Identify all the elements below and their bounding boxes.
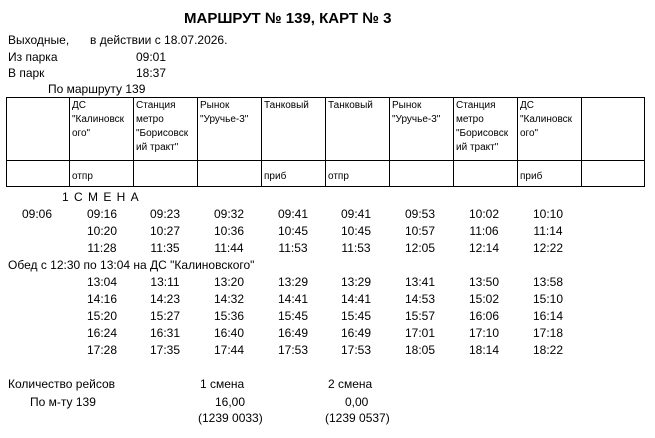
time-cell: 13:20 — [213, 275, 245, 289]
time-cell: 17:10 — [468, 326, 500, 340]
time-cell: 11:06 — [469, 224, 499, 238]
stop-name-line: "Борисовск — [136, 128, 189, 139]
mark-cell — [198, 161, 262, 187]
time-cell: 18:14 — [468, 343, 500, 357]
time-cell: 15:57 — [404, 309, 436, 323]
time-cell: 13:11 — [150, 275, 180, 289]
out-label: Из парка — [8, 50, 58, 64]
stop-name-line: ДС — [72, 100, 86, 111]
time-cell: 09:41 — [340, 207, 372, 221]
time-cell: 09:23 — [149, 207, 181, 221]
mark-label: приб — [264, 171, 287, 182]
time-cell: 16:24 — [86, 326, 118, 340]
time-cell: 11:35 — [150, 241, 180, 255]
time-cell: 14:16 — [86, 292, 118, 306]
mark-label — [134, 183, 197, 186]
mark-cell — [70, 161, 134, 187]
mark-label: приб — [520, 171, 543, 182]
stop-header — [454, 98, 518, 161]
time-cell: 17:01 — [404, 326, 436, 340]
time-cell: 11:53 — [341, 241, 371, 255]
stop-name-line: ий тракт" — [456, 142, 499, 153]
empty-header-cell — [7, 98, 70, 161]
stop-name-line: Рынок — [200, 100, 230, 111]
stop-name-line: Танковый — [328, 100, 373, 111]
stop-header — [262, 98, 326, 161]
time-cell: 10:02 — [468, 207, 500, 221]
time-cell: 15:20 — [86, 309, 118, 323]
summary-route: По м-ту 139 — [30, 395, 96, 409]
time-cell: 16:49 — [340, 326, 372, 340]
time-cell: 10:27 — [149, 224, 181, 238]
time-cell: 09:41 — [277, 207, 309, 221]
time-cell: 14:23 — [149, 292, 181, 306]
stop-name-line: "Борисовск — [456, 128, 509, 139]
stop-name-line: метро — [136, 114, 164, 125]
shift2-value: 0,00 — [345, 395, 369, 409]
time-cell: 14:53 — [404, 292, 436, 306]
empty-mark-cell — [582, 161, 645, 187]
time-cell: 16:40 — [213, 326, 245, 340]
mark-label — [390, 183, 453, 186]
mark-cell — [518, 161, 582, 187]
valid-from: в действии с 18.07.2026. — [90, 33, 228, 47]
stop-name-line: ого" — [520, 128, 539, 139]
first-depart-time: 09:06 — [22, 207, 53, 221]
mark-cell — [134, 161, 198, 187]
stop-name-line: "Калиновск — [520, 114, 573, 125]
time-cell: 11:44 — [214, 241, 244, 255]
time-cell: 13:29 — [277, 275, 309, 289]
stop-name-line: метро — [456, 114, 484, 125]
out-time: 09:01 — [136, 50, 167, 64]
time-cell: 17:53 — [340, 343, 372, 357]
stop-header — [198, 98, 262, 161]
time-cell: 14:32 — [213, 292, 245, 306]
time-cell: 09:32 — [213, 207, 245, 221]
time-cell: 14:41 — [340, 292, 372, 306]
time-cell: 12:22 — [532, 241, 564, 255]
time-cell: 16:14 — [532, 309, 564, 323]
time-cell: 13:41 — [404, 275, 436, 289]
stop-name-line: Станция — [136, 100, 176, 111]
empty-header-cell — [582, 98, 645, 161]
time-cell: 15:27 — [149, 309, 181, 323]
mark-label: отпр — [72, 171, 93, 182]
time-cell: 15:02 — [468, 292, 500, 306]
shift1-value: 16,00 — [215, 395, 246, 409]
mark-label: отпр — [328, 171, 349, 182]
shift1-code: (1239 0033) — [198, 411, 263, 425]
mark-label — [454, 183, 517, 186]
time-cell: 10:10 — [532, 207, 564, 221]
time-cell: 13:50 — [468, 275, 500, 289]
time-cell: 15:45 — [277, 309, 309, 323]
empty-mark-cell — [7, 161, 70, 187]
time-cell: 14:41 — [277, 292, 309, 306]
time-cell: 13:58 — [532, 275, 564, 289]
time-cell: 09:53 — [404, 207, 436, 221]
time-cell: 16:06 — [468, 309, 500, 323]
time-cell: 17:35 — [149, 343, 181, 357]
stop-name-line: ДС — [520, 100, 534, 111]
route-label: По маршруту 139 — [48, 82, 146, 96]
stop-header — [518, 98, 582, 161]
time-cell: 13:04 — [86, 275, 118, 289]
time-cell: 10:45 — [277, 224, 309, 238]
time-cell: 11:53 — [278, 241, 308, 255]
summary-label: Количество рейсов — [8, 377, 116, 391]
time-cell: 17:53 — [277, 343, 309, 357]
time-cell: 18:05 — [404, 343, 436, 357]
time-cell: 10:36 — [213, 224, 245, 238]
stop-name-line: Станция — [456, 100, 496, 111]
time-cell: 15:45 — [340, 309, 372, 323]
in-label: В парк — [8, 66, 45, 80]
time-cell: 11:28 — [87, 241, 117, 255]
shift2-label: 2 смена — [328, 377, 373, 391]
stop-header — [326, 98, 390, 161]
time-cell: 17:44 — [213, 343, 245, 357]
time-cell: 13:29 — [340, 275, 372, 289]
time-cell: 10:57 — [404, 224, 436, 238]
stop-name-line: Рынок — [392, 100, 422, 111]
shift1-label: 1 смена — [200, 377, 245, 391]
stop-name-line: "Уручье-3" — [200, 114, 249, 125]
mark-cell — [262, 161, 326, 187]
stop-name-line: "Калиновск — [72, 114, 125, 125]
stop-header — [390, 98, 454, 161]
in-time: 18:37 — [136, 66, 167, 80]
mark-cell — [454, 161, 518, 187]
time-cell: 16:49 — [277, 326, 309, 340]
shift-label: 1 С М Е Н А — [62, 190, 140, 204]
time-cell: 12:14 — [468, 241, 500, 255]
time-cell: 18:22 — [532, 343, 564, 357]
day-type: Выходные, — [8, 33, 70, 47]
stop-header — [70, 98, 134, 161]
time-cell: 09:16 — [86, 207, 118, 221]
mark-cell — [390, 161, 454, 187]
time-cell: 11:14 — [533, 224, 563, 238]
lunch-note: Обед с 12:30 по 13:04 на ДС "Калиновского" — [8, 258, 255, 272]
header-table — [6, 97, 645, 187]
time-cell: 10:45 — [340, 224, 372, 238]
stop-name-line: Танковый — [264, 100, 309, 111]
page-title: МАРШРУТ № 139, КАРТ № 3 — [184, 10, 392, 27]
stop-name-line: ий тракт" — [136, 142, 179, 153]
mark-cell — [326, 161, 390, 187]
stop-name-line: "Уручье-3" — [392, 114, 441, 125]
time-cell: 15:36 — [213, 309, 245, 323]
time-cell: 10:20 — [86, 224, 118, 238]
stop-name-line: ого" — [72, 128, 91, 139]
time-cell: 15:10 — [532, 292, 564, 306]
time-cell: 17:18 — [532, 326, 564, 340]
time-cell: 16:31 — [149, 326, 181, 340]
stop-header — [134, 98, 198, 161]
time-cell: 12:05 — [404, 241, 436, 255]
mark-label — [198, 183, 261, 186]
shift2-code: (1239 0537) — [325, 411, 390, 425]
time-cell: 17:28 — [86, 343, 118, 357]
